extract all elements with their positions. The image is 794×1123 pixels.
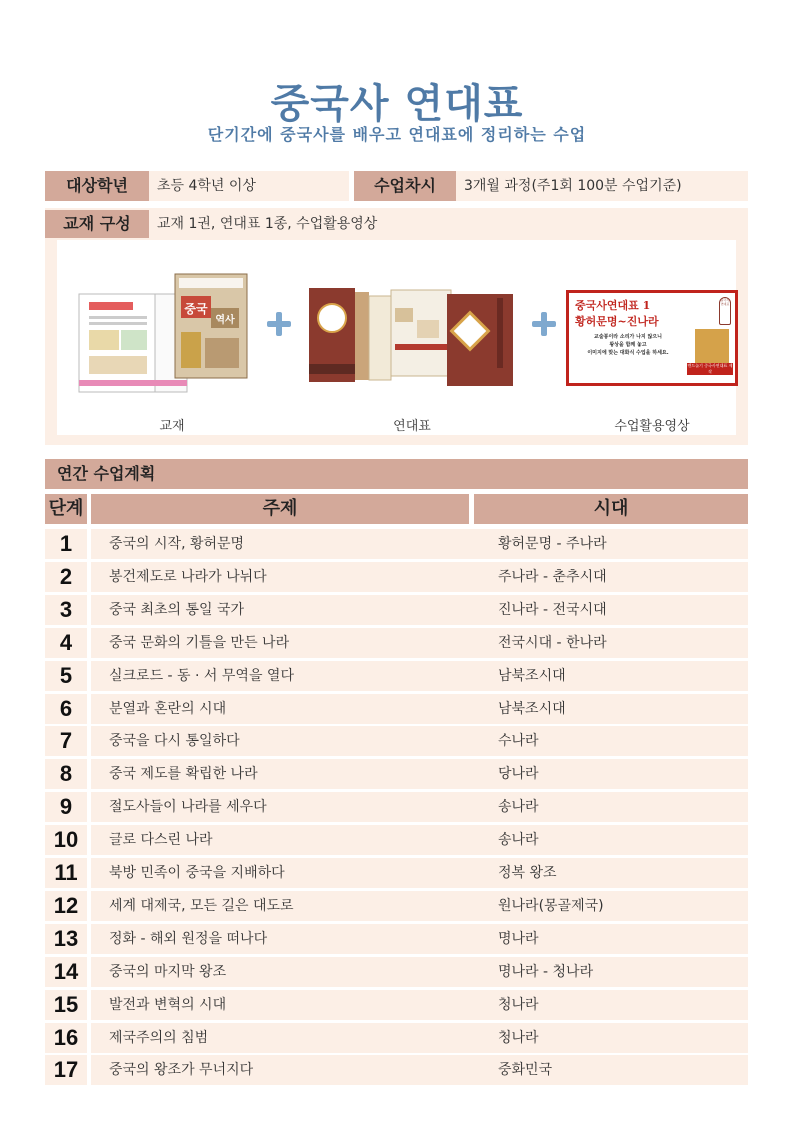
topic-cell: 중국의 왕조가 무너지다 [91, 1055, 514, 1085]
step-number: 14 [45, 957, 87, 987]
table-row [45, 825, 748, 855]
column-topic: 주제 [91, 494, 469, 524]
era-cell: 당나라 [474, 759, 748, 789]
topic-cell: 발전과 변혁의 시대 [91, 990, 514, 1020]
era-cell: 진나라 - 전국시대 [474, 595, 748, 625]
table-row [45, 726, 748, 756]
target-value: 초등 4학년 이상 [149, 171, 349, 201]
target-label: 대상학년 [45, 171, 149, 201]
table-row [45, 891, 748, 921]
topic-cell: 중국 제도를 확립한 나라 [91, 759, 514, 789]
table-row [45, 990, 748, 1020]
step-number: 10 [45, 825, 87, 855]
table-row [45, 628, 748, 658]
table-row [45, 661, 748, 691]
video-tag: 엔드놀기 중국사연대표 제작 [687, 363, 733, 374]
era-cell: 수나라 [474, 726, 748, 756]
era-cell: 정복 왕조 [474, 858, 748, 888]
topic-cell: 세계 대제국, 모든 길은 대도로 [91, 891, 514, 921]
era-cell: 명나라 [474, 924, 748, 954]
svg-text:중국: 중국 [184, 302, 208, 316]
step-number: 11 [45, 858, 87, 888]
topic-cell: 절도사들이 나라를 세우다 [91, 792, 514, 822]
topic-cell: 중국 최초의 통일 국가 [91, 595, 514, 625]
page-title: 중국사 연대표 [270, 81, 524, 127]
plan-title: 연간 수업계획 [45, 459, 748, 489]
textbook-image [77, 268, 267, 396]
step-number: 3 [45, 595, 87, 625]
table-row [45, 759, 748, 789]
plus-icon [532, 312, 556, 336]
sessions-value: 3개월 과정(주1회 100분 수업기준) [456, 171, 748, 201]
era-cell: 청나라 [474, 1023, 748, 1053]
column-step: 단계 [45, 494, 87, 524]
topic-cell: 봉건제도로 나라가 나뉘다 [91, 562, 514, 592]
timeline-illustration [307, 280, 517, 395]
topic-cell: 정화 - 해외 원정을 떠나다 [91, 924, 514, 954]
column-era: 시대 [474, 494, 748, 524]
table-row [45, 1055, 748, 1085]
era-cell: 청나라 [474, 990, 748, 1020]
table-row [45, 562, 748, 592]
sessions-label: 수업차시 [354, 171, 456, 201]
caption-video: 수업활용영상 [614, 419, 690, 434]
composition-label: 교재 구성 [45, 210, 149, 238]
plus-icon [267, 312, 291, 336]
topic-cell: 중국을 다시 통일하다 [91, 726, 514, 756]
step-number: 15 [45, 990, 87, 1020]
topic-cell: 글로 다스린 나라 [91, 825, 514, 855]
step-number: 8 [45, 759, 87, 789]
caption-textbook: 교재 [159, 419, 185, 434]
composition-value: 교재 1권, 연대표 1종, 수업활용영상 [157, 216, 378, 232]
era-cell: 황허문명 - 주나라 [474, 529, 748, 559]
table-row [45, 694, 748, 724]
topic-cell: 분열과 혼란의 시대 [91, 694, 514, 724]
video-title-2: 황허문명~진나라 [575, 315, 659, 328]
table-row [45, 1023, 748, 1053]
topic-cell: 중국 문화의 기틀을 만든 나라 [91, 628, 514, 658]
topic-cell: 북방 민족이 중국을 지배하다 [91, 858, 514, 888]
timeline-image [307, 280, 517, 395]
era-cell: 원나라(몽골제국) [474, 891, 748, 921]
era-cell: 명나라 - 청나라 [474, 957, 748, 987]
topic-cell: 제국주의의 침범 [91, 1023, 514, 1053]
info-row-target [45, 171, 748, 201]
table-row [45, 957, 748, 987]
table-row [45, 792, 748, 822]
table-row [45, 924, 748, 954]
textbook-illustration [77, 268, 267, 396]
topic-cell: 중국의 마지막 왕조 [91, 957, 514, 987]
step-number: 1 [45, 529, 87, 559]
video-badge: 중국사연대표 [719, 297, 731, 325]
step-number: 16 [45, 1023, 87, 1053]
step-number: 9 [45, 792, 87, 822]
video-thumbnail-inner [569, 293, 735, 383]
page-subtitle: 단기간에 중국사를 배우고 연대표에 정리하는 수업 [207, 125, 587, 144]
era-cell: 남북조시대 [474, 694, 748, 724]
svg-text:역사: 역사 [215, 315, 235, 326]
era-cell: 남북조시대 [474, 661, 748, 691]
topic-cell: 중국의 시작, 황허문명 [91, 529, 514, 559]
table-row [45, 595, 748, 625]
table-row [45, 529, 748, 559]
table-row [45, 858, 748, 888]
info-row-composition [45, 208, 748, 240]
step-number: 7 [45, 726, 87, 756]
step-number: 4 [45, 628, 87, 658]
era-cell: 송나라 [474, 792, 748, 822]
step-number: 5 [45, 661, 87, 691]
components-panel [45, 240, 748, 445]
step-number: 17 [45, 1055, 87, 1085]
components-inner [57, 240, 736, 435]
era-cell: 전국시대 - 한나라 [474, 628, 748, 658]
step-number: 6 [45, 694, 87, 724]
step-number: 2 [45, 562, 87, 592]
caption-timeline: 연대표 [393, 419, 431, 434]
step-number: 12 [45, 891, 87, 921]
video-body: 교술봉이라 소리가 나지 않으니 왕상을 함께 놓고 이미지에 맞는 대화식 수업을 하세요. [587, 334, 669, 356]
step-number: 13 [45, 924, 87, 954]
era-cell: 중화민국 [474, 1055, 748, 1085]
topic-cell: 실크로드 - 동 · 서 무역을 열다 [91, 661, 514, 691]
video-title-1: 중국사연대표 1 [575, 299, 651, 312]
era-cell: 송나라 [474, 825, 748, 855]
video-thumbnail[interactable] [566, 290, 738, 386]
era-cell: 주나라 - 춘추시대 [474, 562, 748, 592]
